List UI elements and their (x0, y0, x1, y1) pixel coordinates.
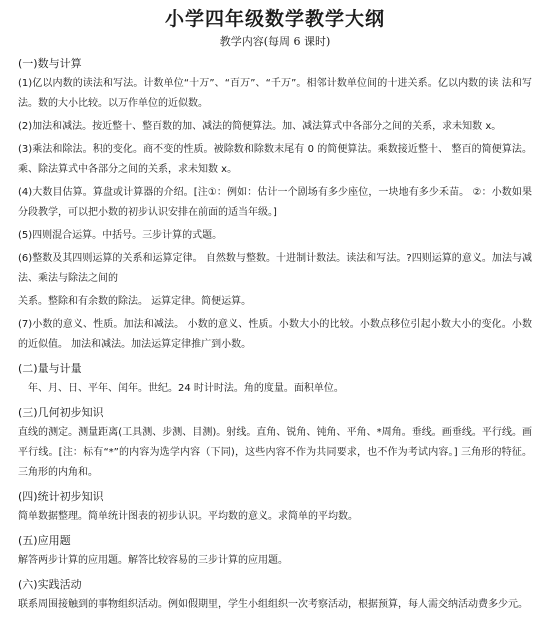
paragraph: (5)四则混合运算。中括号。三步计算的式题。 (18, 230, 223, 241)
paragraph: (6)整数及其四则运算的关系和运算定律。 自然数与整数。十进制计数法。读法和写法。?四则运算的意义。加法与减法、乘法与除法之间的 (18, 253, 532, 284)
paragraph: (1)亿以内数的读法和写法。计数单位“十万”、“百万”、“千万”。相邻计数单位间的十进关系。亿以内数的读 法和写法。数的大小比较。以万作单位的近似数。 (18, 78, 532, 109)
section-heading-statistics: (四)统计初步知识 (18, 490, 104, 503)
section-heading-measurement: (二)量与计量 (18, 362, 82, 375)
paragraph: (4)大数目估算。算盘或计算器的介绍。[注①：例如：估计一个剧场有多少座位，一块地有多少禾苗。 ②：小数如果分段教学，可以把小数的初步认识安排在前面的适当年级。] (18, 187, 532, 218)
paragraph: 年、月、日、平年、闰年。世纪。24 时计时法。角的度量。面积单位。 (28, 383, 344, 394)
paragraph: (3)乘法和除法。积的变化。商不变的性质。被除数和除数末尾有 0 的简便算法。乘数接近整十、 整百的简便算法。乘、除法算式中各部分之间的关系，求未知数 x。 (18, 144, 532, 175)
paragraph: (2)加法和减法。按近整十、整百数的加、减法的简便算法。加、减法算式中各部分之间的关系，求未知数 x。 (18, 121, 502, 132)
section-heading-word-problems: (五)应用题 (18, 534, 71, 547)
paragraph: 直线的测定。测量距离(工具测、步测、目测)。射线。直角、锐角、钝角、平角、*周角。垂线。画垂线。平行线。画平行线。[注：标有“*”的内容为选学内容（下同)，这些内容不作为共同要求，也不作为考试内容。] 三角形的特征。三角形的内角和。 (18, 427, 532, 478)
paragraph: 关系。整除和有余数的除法。 运算定律。简便运算。 (18, 296, 252, 307)
paragraph: 解答两步计算的应用题。解答比较容易的三步计算的应用题。 (18, 555, 288, 566)
section-heading-geometry: (三)几何初步知识 (18, 406, 104, 419)
paragraph: (7)小数的意义、性质。加法和减法。 小数的意义、性质。小数大小的比较。小数点移位引起小数大小的变化。小数的近似值。 加法和减法。加法运算定律推广到小数。 (18, 319, 532, 350)
paragraph: 简单数据整理。简单统计图表的初步认识。平均数的意义。求简单的平均数。 (18, 511, 358, 522)
document-title: 小学四年级数学教学大纲 (164, 8, 385, 30)
section-heading-numbers-calculation: (一)数与计算 (18, 57, 82, 70)
section-heading-practice-activities: (六)实践活动 (18, 578, 82, 591)
document-subtitle: 教学内容(每周 6 课时) (219, 35, 331, 48)
paragraph: 联系周围接触到的事物组织活动。例如假期里，学生小组组织一次考察活动，根据预算，每人需交纳活动费多少元。 (18, 599, 528, 610)
